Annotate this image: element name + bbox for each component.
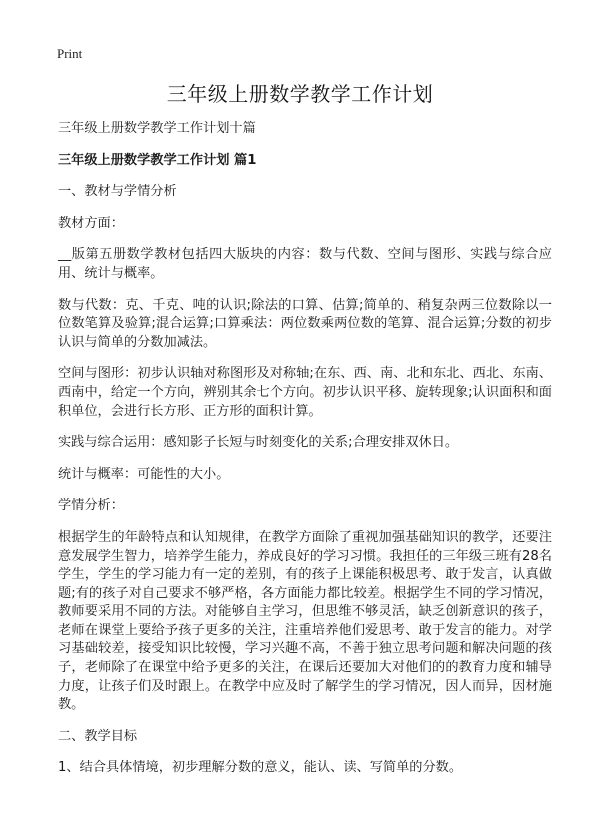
document-body: [58, 120, 552, 791]
print-link[interactable]: Print: [57, 46, 83, 61]
paragraph: 根据学生的年龄特点和认知规律，在教学方面除了重视加强基础知识的教学，还要注意发展学生智力，培养学生能力，养成良好的学习习惯。我担任的三年级三班有28名学生，学生的学习能力有一定的差别，有的孩子上课能积极思考、敢于发言，认真做题;有的孩子对自己要求不够严格，各方面能力都比较差。根据学生不同的学习情况，教师要采用不同的方法。对能够自主学习，但思维不够灵活，缺乏创新意识的孩子，老师在课堂上要给予孩子更多的关注，注重培养他们爱思考、敢于发言的能力。对学习基础较差，接受知识比较慢，学习兴趣不高，不善于独立思考问题和解决问题的孩子，老师除了在课堂中给予更多的关注，在课后还要加大对他们的的教育力度和辅导力度，让孩子们及时跟上。在教学中应及时了解学生的学习情况，因人而异，因材施教。: [58, 529, 552, 713]
paragraph: 学情分析：: [58, 498, 124, 514]
section-heading: 三年级上册数学教学工作计划 篇1: [58, 152, 257, 168]
paragraph: 实践与综合运用：感知影子长短与时刻变化的关系;合理安排双休日。: [58, 435, 459, 451]
paragraph: 空间与图形：初步认识轴对称图形及对称轴;在东、西、南、北和东北、西北、东南、西南中，给定一个方向，辨别其余七个方向。初步认识平移、旋转现象;认识面积和面积单位，会进行长方形、正方形的面积计算。: [58, 366, 552, 419]
paragraph: 二、教学目标: [58, 728, 138, 744]
paragraph: 统计与概率：可能性的大小。: [58, 466, 230, 482]
paragraph: 数与代数：克、千克、吨的认识;除法的口算、估算;简单的、稍复杂两三位数除以一位数笔算及验算;混合运算;口算乘法：两位数乘两位数的笔算、混合运算;分数的初步认识与简单的分数加减法。: [58, 297, 552, 350]
paragraph: 一、教材与学情分析: [58, 184, 177, 200]
paragraph: 1、结合具体情境，初步理解分数的意义，能认、读、写简单的分数。: [58, 760, 463, 776]
paragraph: 教材方面：: [58, 215, 124, 231]
paragraph: __版第五册数学教材包括四大版块的内容：数与代数、空间与图形、实践与综合应用、统计与概率。: [58, 247, 552, 281]
paragraph: 三年级上册数学教学工作计划十篇: [58, 121, 256, 136]
page-title: 三年级上册数学教学工作计划: [166, 82, 434, 106]
